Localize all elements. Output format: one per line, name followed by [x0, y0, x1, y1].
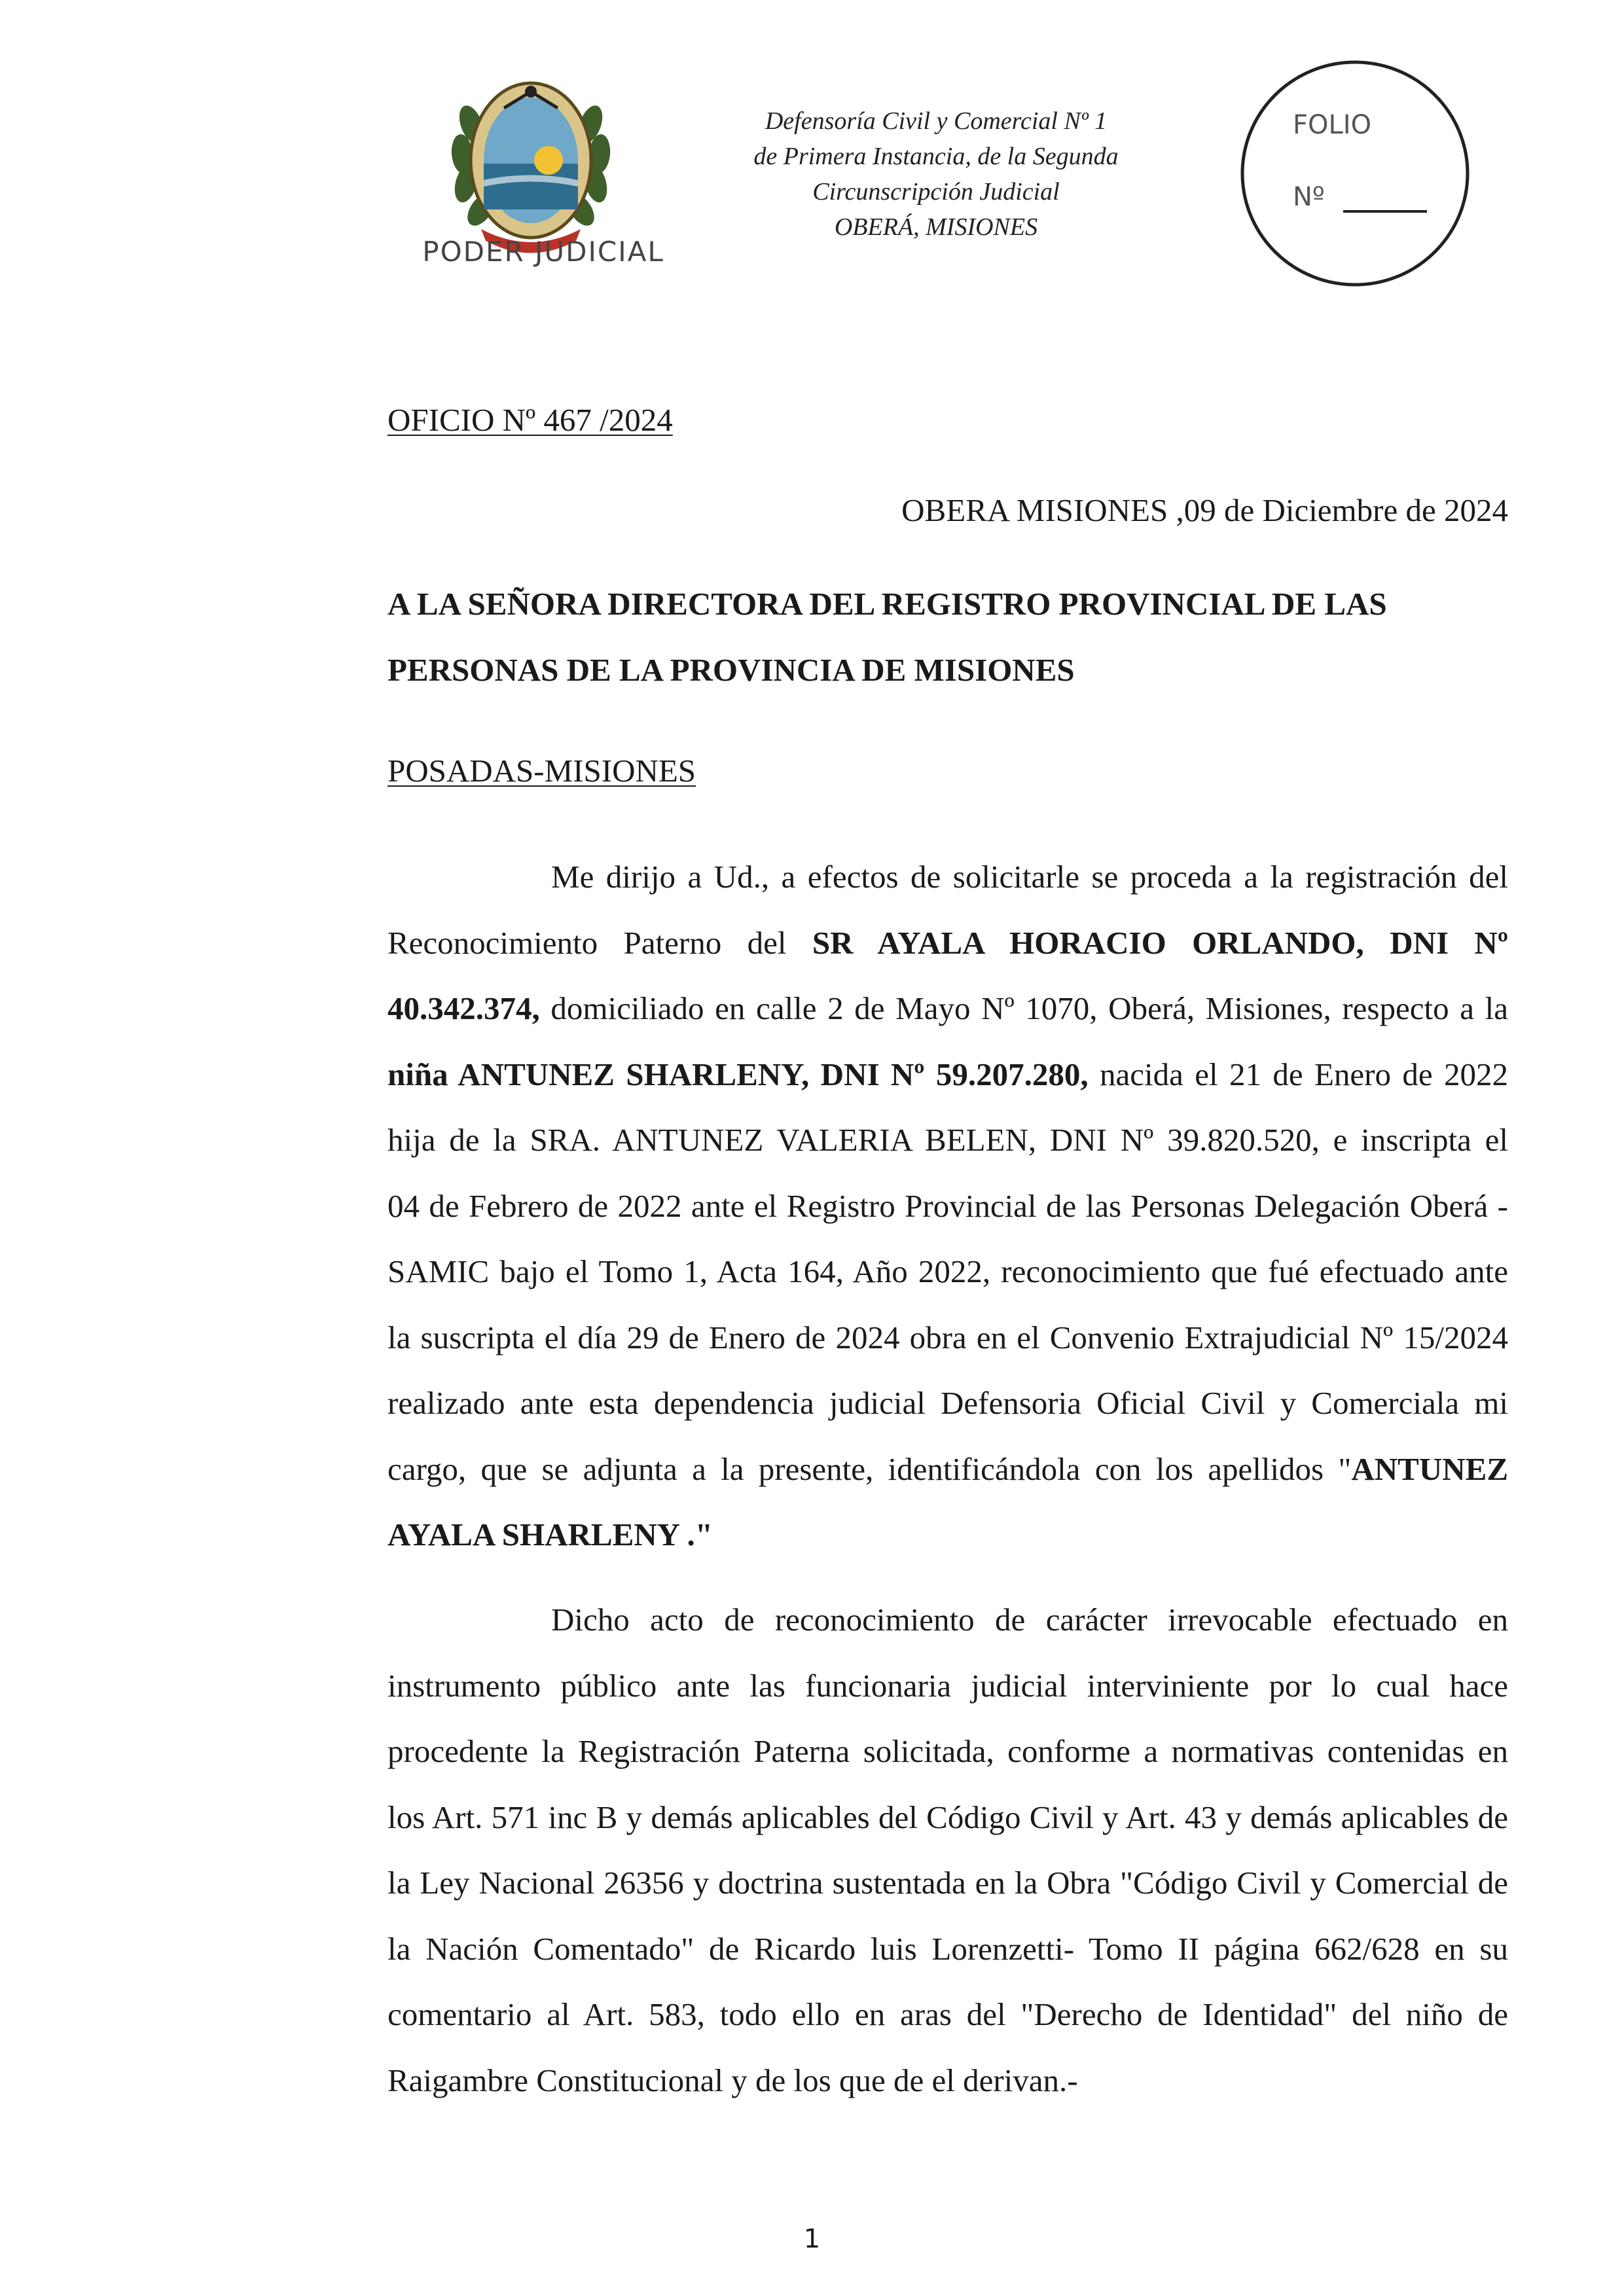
father-dni: 40.342.374,: [388, 990, 540, 1026]
paragraph-line: AYALA SHARLENY .": [388, 1516, 713, 1552]
folio-number-label: Nº: [1293, 182, 1325, 212]
addressee-line: PERSONAS DE LA PROVINCIA DE MISIONES: [388, 652, 1075, 688]
text-run: nacida el 21 de Enero de 2022: [1088, 1056, 1509, 1092]
folio-label: FOLIO: [1293, 110, 1372, 140]
seal-caption: PODER JUDICIAL: [422, 236, 664, 268]
page-number: 1: [803, 2224, 821, 2254]
court-line: OBERÁ, MISIONES: [834, 213, 1038, 241]
court-line: Circunscripción Judicial: [812, 178, 1060, 206]
court-line: Defensoría Civil y Comercial Nº 1: [765, 107, 1108, 135]
child-name: niña ANTUNEZ SHARLENY, DNI Nº 59.207.280,: [388, 1056, 1089, 1092]
text-run: cargo, que se adjunta a la presente, identificándola con los apellidos ": [388, 1450, 1352, 1487]
paragraph-line: Dicho acto de reconocimiento de carácter irrevocable efectuado en: [551, 1602, 1508, 1638]
addressee-line: A LA SEÑORA DIRECTORA DEL REGISTRO PROVINCIAL DE LAS: [388, 586, 1387, 622]
court-line: de Primera Instancia, de la Segunda: [753, 143, 1119, 170]
paragraph-line: [388, 1437, 1508, 1503]
paragraph-line: comentario al Art. 583, todo ello en aras del "Derecho de Identidad" del niño de: [388, 1996, 1508, 2032]
paragraph-line: instrumento público ante las funcionaria judicial interviniente por lo cual hace: [388, 1667, 1508, 1704]
paragraph-line: SAMIC bajo el Tomo 1, Acta 164, Año 2022, reconocimiento que fué efectuado ante: [388, 1253, 1508, 1289]
father-name: SR AYALA HORACIO ORLANDO, DNI Nº: [812, 924, 1508, 961]
paragraph-line: la suscripta el día 29 de Enero de 2024 obra en el Convenio Extrajudicial Nº 15/2024: [388, 1319, 1508, 1355]
text-run: domiciliado en calle 2 de Mayo Nº 1070, Oberá, Misiones, respecto a la: [539, 990, 1508, 1026]
paragraph-line: [388, 1042, 1508, 1108]
paragraph-line: [388, 910, 1508, 977]
paragraph-line: procedente la Registración Paterna solicitada, conforme a normativas contenidas en: [388, 1733, 1508, 1769]
paragraph-line: los Art. 571 inc B y demás aplicables del Código Civil y Art. 43 y demás aplicables de: [388, 1799, 1508, 1835]
paragraph-line: realizado ante esta dependencia judicial Defensoria Oficial Civil y Comerciala mi: [388, 1385, 1508, 1421]
paragraph-line: [388, 976, 1508, 1042]
place-date: OBERA MISIONES ,09 de Diciembre de 2024: [901, 492, 1508, 528]
oficio-number: OFICIO Nº 467 /2024: [388, 402, 673, 438]
paragraph-line: la Ley Nacional 26356 y doctrina sustentada en la Obra "Código Civil y Comercial de: [388, 1865, 1508, 1901]
paragraph-line: hija de la SRA. ANTUNEZ VALERIA BELEN, DNI Nº 39.820.520, e inscripta el: [388, 1122, 1508, 1158]
paragraph-line: 04 de Febrero de 2022 ante el Registro Provincial de las Personas Delegación Oberá -: [388, 1187, 1508, 1224]
body-paragraph: [388, 1587, 1508, 2113]
paragraph-line: la Nación Comentado" de Ricardo luis Lorenzetti- Tomo II página 662/628 en su: [388, 1930, 1508, 1967]
body-paragraph: [388, 844, 1508, 1568]
folio-stamp: [1231, 52, 1479, 295]
new-surname: ANTUNEZ: [1351, 1450, 1508, 1487]
text-run: Reconocimiento Paterno del: [388, 924, 812, 961]
paragraph-line: Raigambre Constitucional y de los que de el derivan.-: [388, 2062, 1078, 2098]
court-heading: [713, 103, 1159, 245]
addressee-city: POSADAS-MISIONES: [388, 753, 696, 789]
paragraph-line: Me dirijo a Ud., a efectos de solicitarle se proceda a la registración del: [551, 859, 1508, 895]
